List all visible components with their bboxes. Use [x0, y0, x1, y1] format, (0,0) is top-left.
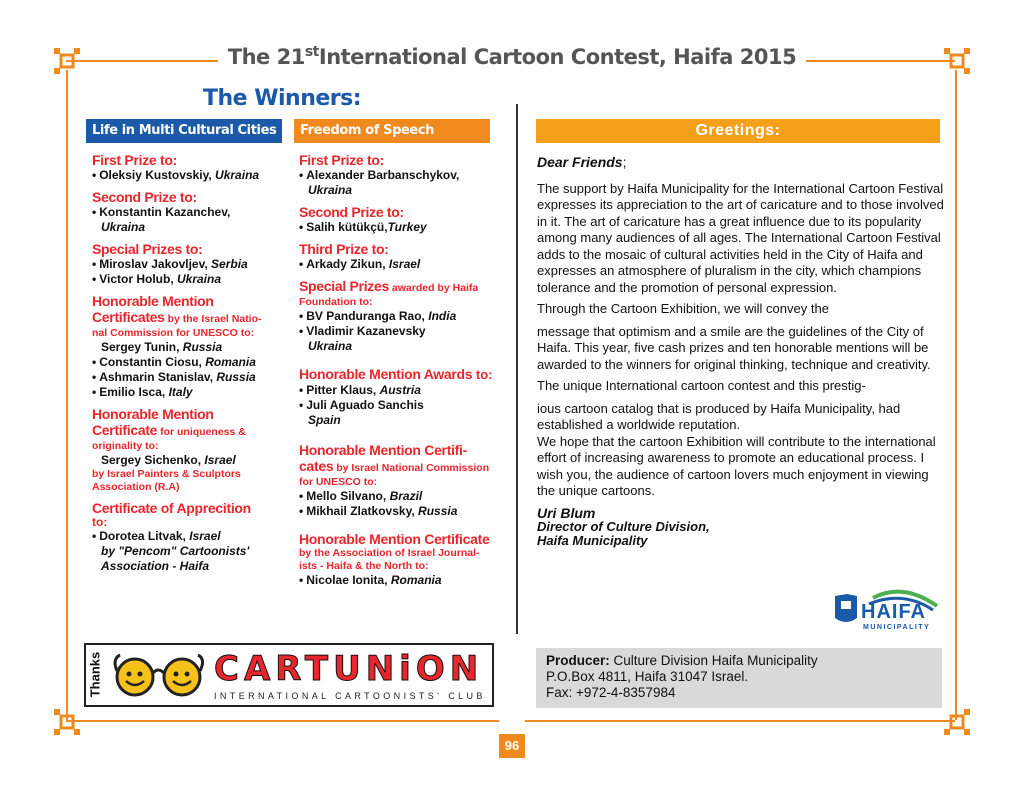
awarded-by: ists - Haifa & the North to: [299, 560, 429, 572]
honorable-mention-cert-heading: Honorable Mention Certifi- [299, 442, 467, 458]
honorable-mention-heading: Honorable Mention [92, 293, 214, 309]
heading-text: Certificates [92, 309, 165, 325]
list-item [299, 168, 511, 183]
cartunion-club: INTERNATIONAL CARTOONISTS' CLUB [214, 691, 486, 701]
list-item [299, 504, 511, 519]
salutation [537, 154, 947, 171]
list-item [299, 309, 511, 324]
winner-name: BV Panduranga Rao, [306, 309, 429, 323]
frame-bottom-left [66, 720, 499, 722]
frame-right [955, 70, 957, 720]
greetings-body [537, 154, 947, 548]
page-number: 96 [499, 734, 525, 758]
honorable-mention-heading [92, 422, 282, 440]
col1-header: Life in Multi Cultural Cities [86, 119, 282, 143]
certificate-heading: Certificate of Apprecition [92, 500, 251, 516]
list-item [92, 453, 282, 468]
producer-fax: Fax: +972-4-8357984 [546, 685, 676, 700]
corner-ornament-icon [942, 707, 972, 737]
winner-name: Dorotea Litvak, [99, 529, 190, 543]
winner-country: Italy [168, 385, 193, 399]
signature-name: Uri Blum [537, 504, 596, 521]
list-item [299, 383, 511, 398]
greetings-header: Greetings: [536, 119, 940, 143]
greeting-paragraph: message that optimism and a smile are the guidelines of the City of Haifa. This year, five cash prizes and ten honorable mentions will be awarded to the winners for original thinking, technique and creativity. [537, 323, 931, 372]
winner-country: Romania [390, 573, 442, 587]
list-item [299, 398, 511, 413]
heading-small: for uniqueness & [157, 426, 246, 438]
sunglasses-icon [110, 649, 210, 701]
producer-value: Culture Division Haifa Municipality [609, 653, 818, 668]
awarded-by: by Israel Painters & Sculptors [92, 468, 241, 480]
winner-country: Brazil [389, 489, 423, 503]
honorable-mention-cert-heading [299, 458, 511, 476]
salutation-text: Dear Friends [537, 154, 623, 170]
awarded-by: by the Association of Israel Journal- [299, 547, 480, 559]
list-item [92, 168, 282, 183]
winner-country: Serbia [211, 257, 248, 271]
winner-name: Constantin Ciosu, [99, 355, 206, 369]
list-item [92, 370, 282, 385]
winner-name: Victor Holub, [99, 272, 177, 286]
winners-heading: The Winners: [203, 86, 362, 111]
winner-country: Russia [418, 504, 458, 518]
salutation-punct: ; [622, 154, 627, 170]
winner-country: Israel [189, 529, 221, 543]
haifa-logo-word: HAIFA [861, 601, 926, 623]
winner-name: Oleksiy Kustovskiy, [99, 168, 216, 182]
winner-name: Nicolae Ionita, [306, 573, 391, 587]
winner-name: Sergey Sichenko, [101, 453, 205, 467]
winner-country: Austria [379, 383, 421, 397]
list-item [299, 324, 511, 339]
heading-small: awarded by Haifa [388, 282, 479, 294]
list-item [92, 355, 282, 370]
list-item [299, 573, 511, 588]
list-item [92, 257, 282, 272]
winner-country: Ukraina [177, 272, 222, 286]
greeting-paragraph: ious cartoon catalog that is produced by Haifa Municipality, had established a worldwide reputation. [537, 400, 901, 432]
winner-country: Ukraina [215, 168, 260, 182]
page-title [218, 44, 806, 69]
winner-country: Romania [205, 355, 256, 369]
winner-name: Arkady Zikun, [306, 257, 389, 271]
winner-country: Turkey [387, 220, 427, 234]
greeting-paragraph: The unique International cartoon contest and this prestig- [537, 378, 866, 393]
heading-small: by Israel National Commission [333, 462, 490, 474]
special-prizes-heading [299, 278, 511, 296]
winner-country: Israel [388, 257, 421, 271]
signature-title: Haifa Municipality [537, 532, 648, 548]
page-title-wrap [0, 44, 1024, 69]
col2-list [299, 152, 511, 588]
first-prize-heading: First Prize to: [299, 152, 384, 168]
certificate-sub: to: [92, 515, 108, 529]
heading-text: Special Prizes [299, 278, 389, 294]
winner-name: Vladimir Kazanevsky [306, 324, 426, 338]
honorable-mention-sub: nal Commission for UNESCO to: [92, 327, 255, 339]
winner-name: Emilio Isca, [99, 385, 169, 399]
awarded-by: Association (R.A) [92, 481, 180, 493]
title-sup: st [304, 44, 319, 60]
third-prize-heading: Third Prize to: [299, 241, 389, 257]
haifa-logo-sub: MUNICIPALITY [863, 624, 931, 631]
list-item [92, 272, 282, 287]
winner-country: Ukraina [308, 339, 353, 353]
col2-header: Freedom of Speech [294, 119, 490, 143]
honorable-mention-cert-sub: for UNESCO to: [299, 476, 378, 488]
honorable-mention-heading: Honorable Mention [92, 406, 214, 422]
list-item [92, 205, 282, 220]
special-prizes-sub: Foundation to: [299, 296, 373, 308]
producer-line [546, 653, 942, 669]
list-item [299, 257, 511, 272]
first-prize-heading: First Prize to: [92, 152, 177, 168]
greeting-paragraph: The support by Haifa Municipality for the International Cartoon Festival expresses its appreciation to the art of caricature and to those involved in it. The art of caricature has a great influence due to its popularity among many audiences of all ages. The International Cartoon Festival adds to the mosaic of cultural activities held in the City of Haifa and expresses an atmosphere of pluralism in the city, which champions tolerance and the promotion of personal expression. [537, 180, 944, 295]
awarded-by: by "Pencom" Cartoonists' [101, 544, 250, 558]
winner-name: Mello Silvano, [306, 489, 390, 503]
list-item [299, 489, 511, 504]
honorable-mention-sub: originality to: [92, 440, 159, 452]
winner-name: Juli Aguado Sanchis [306, 398, 424, 412]
col1-list [92, 152, 282, 574]
list-item [92, 529, 282, 544]
list-item [92, 340, 282, 355]
winner-country: Russia [216, 370, 256, 384]
frame-left [66, 70, 68, 720]
winner-name: Salih kütükçü, [306, 220, 388, 234]
list-item [92, 385, 282, 400]
honorable-mention-heading [92, 309, 282, 327]
winner-name: Konstantin Kazanchev, [99, 205, 231, 219]
frame-bottom-right [525, 720, 955, 722]
title-text: International Cartoon Contest, Haifa 2015 [318, 45, 797, 69]
winner-country: India [428, 309, 457, 323]
special-prizes-heading: Special Prizes to: [92, 241, 203, 257]
greeting-paragraph: We hope that the cartoon Exhibition will contribute to the international effort of increasing awareness to promote an educational process. I wish you, the audience of cartoon lovers much enjoyment in viewing the unique cartoons. [537, 433, 936, 498]
heading-text: Honorable Mention Awards [299, 366, 473, 382]
winner-country: Ukraina [308, 183, 353, 197]
corner-ornament-icon [52, 707, 82, 737]
thanks-label: Thanks [87, 651, 103, 698]
list-item [299, 220, 511, 235]
second-prize-heading: Second Prize to: [299, 204, 404, 220]
honorable-mention-awards-heading [299, 366, 511, 383]
haifa-municipality-logo [833, 588, 943, 636]
winner-name: Mikhail Zlatkovsky, [306, 504, 419, 518]
heading-small: by the Israel Natio- [164, 313, 262, 325]
signature-title: Director of Culture Division, [537, 518, 710, 534]
winner-name: Sergey Tunin, [101, 340, 183, 354]
awarded-by: Association - Haifa [101, 559, 210, 573]
thanks-box [84, 643, 494, 707]
greeting-paragraph: Through the Cartoon Exhibition, we will convey the [537, 301, 829, 316]
winner-name: Ashmarin Stanislav, [99, 370, 217, 384]
honorable-mention-cert-heading: Honorable Mention Certificate [299, 531, 490, 547]
title-text: The 21 [227, 45, 305, 69]
winner-country: Spain [308, 413, 341, 427]
producer-box [536, 648, 942, 708]
heading-text: cates [299, 458, 334, 474]
heading-text: Certificate [92, 422, 158, 438]
winner-name: Alexander Barbanschykov, [306, 168, 460, 182]
winner-name: Miroslav Jakovljev, [99, 257, 212, 271]
producer-label: Producer: [546, 653, 610, 668]
cartunion-logo: CARTUNiON [214, 649, 484, 689]
producer-address: P.O.Box 4811, Haifa 31047 Israel. [546, 669, 749, 684]
winner-name: Pitter Klaus, [306, 383, 380, 397]
winner-country: Israel [204, 453, 236, 467]
winner-country: Ukraina [101, 220, 146, 234]
winner-country: Russia [182, 340, 223, 354]
signature [537, 506, 947, 548]
heading-small: to: [472, 367, 493, 382]
second-prize-heading: Second Prize to: [92, 189, 197, 205]
column-divider [516, 104, 518, 634]
